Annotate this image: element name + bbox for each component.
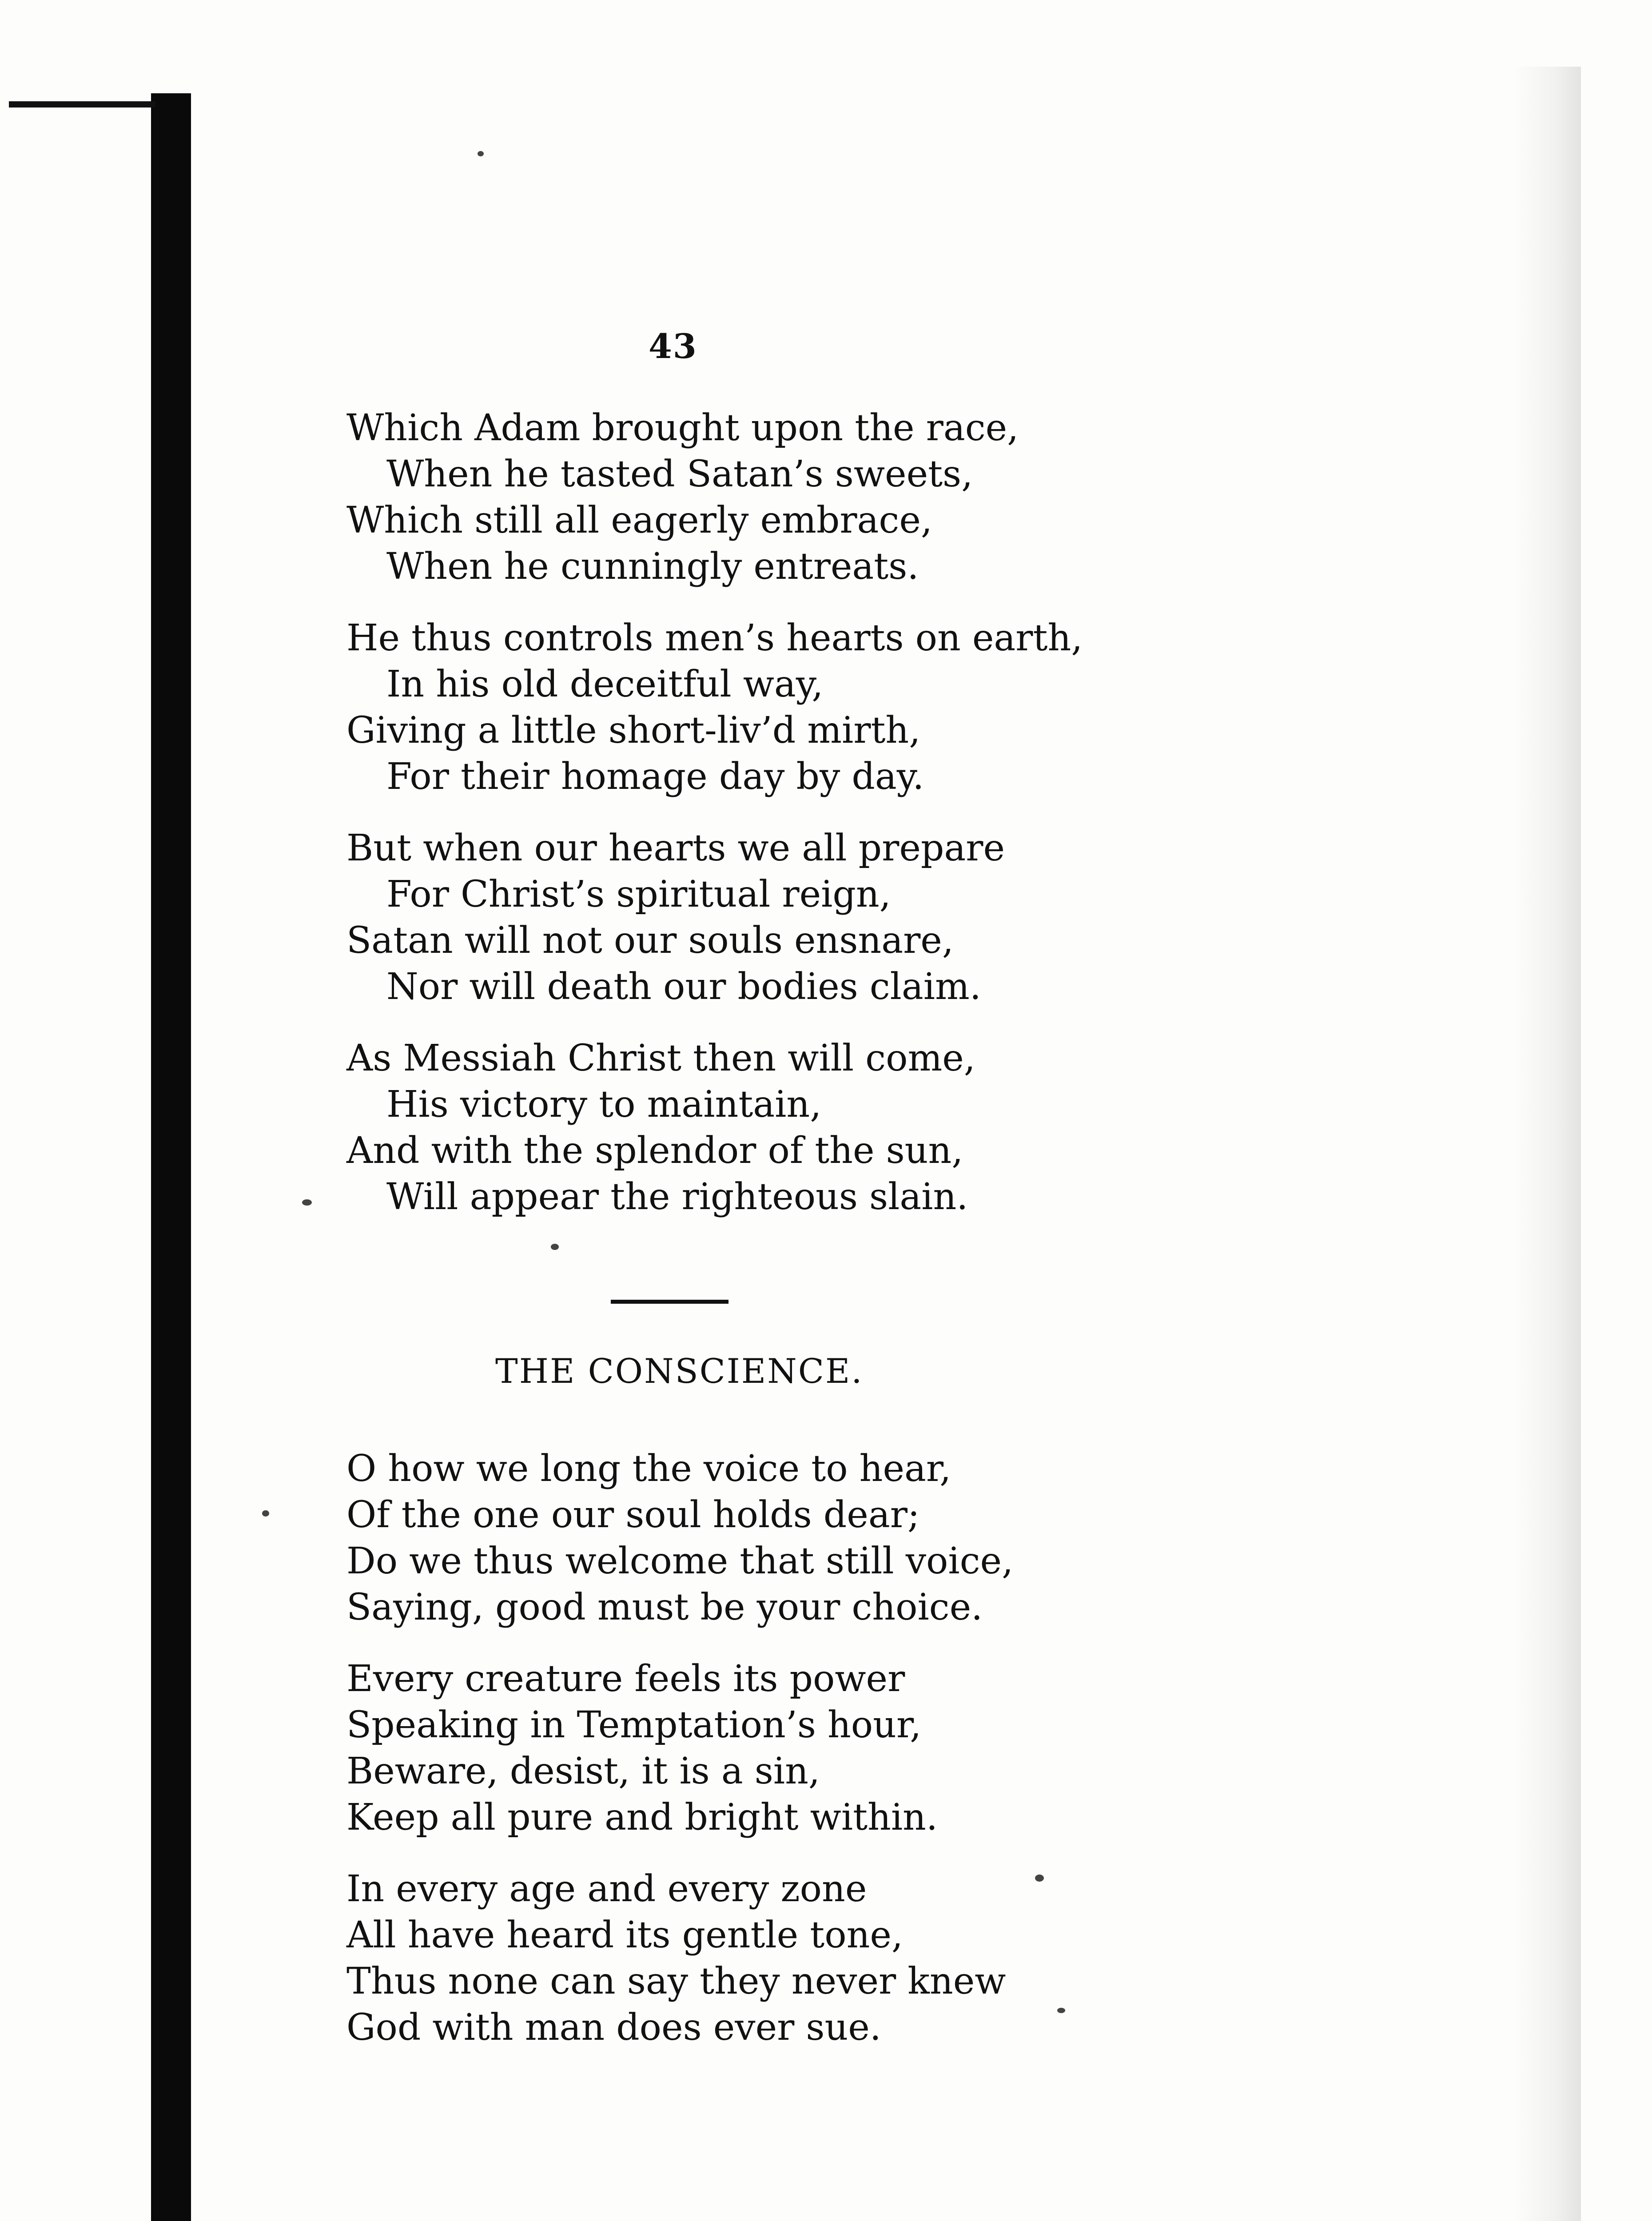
poem-stanza: [0, 1446, 1013, 1631]
poem-line: When he tasted Satan’s sweets,: [386, 453, 973, 495]
poem-stanza: [0, 1866, 1006, 2051]
poem-line: Every creature feels its power: [346, 1658, 905, 1700]
poem-line: For Christ’s spiritual reign,: [386, 873, 891, 915]
poem-line: In his old deceitful way,: [386, 663, 824, 705]
poem-line: Keep all pure and bright within.: [346, 1796, 938, 1839]
poem-line: Thus none can say they never knew: [346, 1960, 1006, 2002]
poem-line: Do we thus welcome that still voice,: [346, 1540, 1014, 1582]
binding-edge-top: [9, 101, 155, 107]
poem-line: God with man does ever sue.: [346, 2006, 881, 2049]
poem-line: Speaking in Temptation’s hour,: [346, 1704, 922, 1746]
page-number: 43: [649, 326, 697, 366]
poem-stanza: [0, 405, 1019, 590]
poem-line: He thus controls men’s hearts on earth,: [346, 617, 1083, 659]
poem-line: When he cunningly entreats.: [386, 545, 919, 588]
page-edge-shadow: [1514, 67, 1581, 2221]
poem-stanza: [0, 615, 1083, 800]
poem-line: His victory to maintain,: [386, 1083, 822, 1126]
paper-speck: [551, 1244, 559, 1250]
poem-line: Beware, desist, it is a sin,: [346, 1750, 820, 1792]
poem-line: And with the splendor of the sun,: [346, 1130, 963, 1172]
poem-stanza: [0, 825, 1005, 1010]
poem-line: Of the one our soul holds dear;: [346, 1494, 920, 1536]
poem-line: All have heard its gentle tone,: [346, 1914, 903, 1956]
poem-line: But when our hearts we all prepare: [346, 827, 1005, 869]
poem-line: O how we long the voice to hear,: [346, 1448, 951, 1490]
poem-line: Satan will not our souls ensnare,: [346, 919, 954, 962]
poem-stanza: [0, 1035, 975, 1220]
poem-line: For their homage day by day.: [386, 756, 924, 798]
poem-line: Giving a little short-liv’d mirth,: [346, 709, 921, 752]
poem-title: THE CONSCIENCE.: [495, 1351, 864, 1391]
section-divider: [611, 1300, 728, 1304]
poem-line: Saying, good must be your choice.: [346, 1586, 983, 1628]
paper-speck: [262, 1510, 269, 1516]
poem-line: As Messiah Christ then will come,: [346, 1037, 975, 1079]
poem-line: Which still all eagerly embrace,: [346, 499, 932, 541]
paper-speck: [478, 151, 484, 156]
poem-stanza: [0, 1656, 938, 1841]
poem-line: In every age and every zone: [346, 1868, 867, 1910]
paper-speck: [1035, 1875, 1044, 1882]
paper-speck: [302, 1199, 312, 1206]
poem-line: Which Adam brought upon the race,: [346, 407, 1019, 449]
paper-speck: [1057, 2008, 1065, 2013]
poem-line: Will appear the righteous slain.: [386, 1176, 968, 1218]
poem-line: Nor will death our bodies claim.: [386, 966, 981, 1008]
